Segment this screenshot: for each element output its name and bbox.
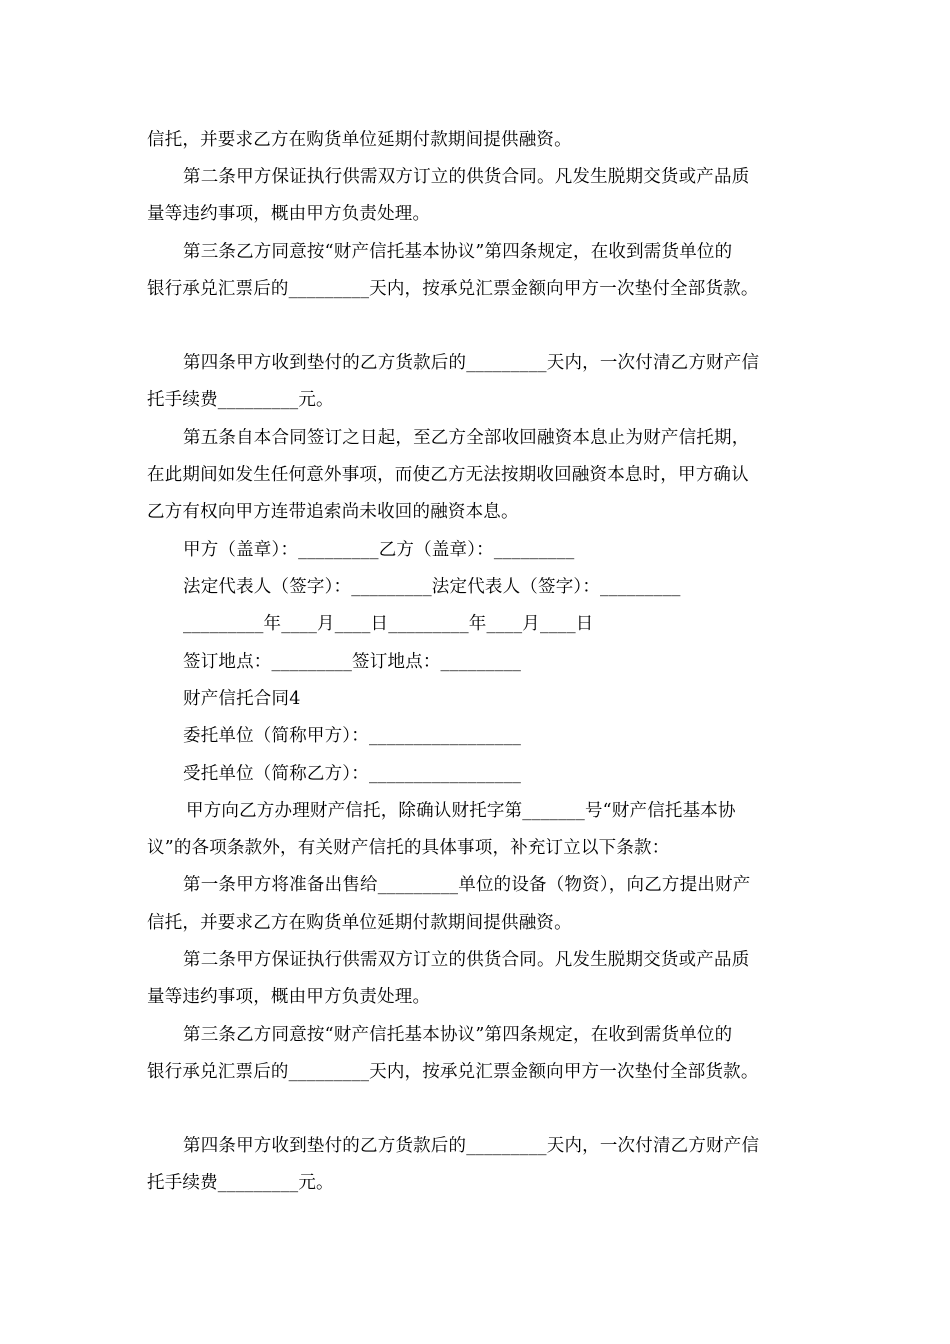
text-line: 第五条自本合同签订之日起，至乙方全部收回融资本息止为财产信托期，	[183, 428, 750, 448]
signature-place-line: 签订地点：_________签订地点：_________	[183, 652, 522, 672]
text-line: 议”的各项条款外，有关财产信托的具体事项，补充订立以下条款：	[147, 838, 670, 858]
text-line: 信托，并要求乙方在购货单位延期付款期间提供融资。	[147, 130, 572, 150]
signature-representative-line: 法定代表人（签字）：_________法定代表人（签字）：_________	[183, 577, 681, 597]
text-line: 托手续费_________元。	[147, 1173, 334, 1193]
text-line: 第四条甲方收到垫付的乙方货款后的_________天内，一次付清乙方财产信	[183, 1136, 760, 1156]
text-line: 第三条乙方同意按“财产信托基本协议”第四条规定，在收到需货单位的	[183, 242, 733, 262]
text-line: 银行承兑汇票后的_________天内，按承兑汇票金额向甲方一次垫付全部货款。	[147, 279, 759, 299]
text-line: 第二条甲方保证执行供需双方订立的供货合同。凡发生脱期交货或产品质	[183, 167, 750, 187]
section-title: 财产信托合同4	[183, 689, 301, 709]
text-line: 甲方向乙方办理财产信托，除确认财托字第_______号“财产信托基本协	[186, 801, 736, 821]
text-line: 第三条乙方同意按“财产信托基本协议”第四条规定，在收到需货单位的	[183, 1025, 733, 1045]
text-line: 托手续费_________元。	[147, 390, 334, 410]
party-b-line: 受托单位（简称乙方）：_________________	[183, 764, 522, 784]
text-line: 第一条甲方将准备出售给_________单位的设备（物资），向乙方提出财产	[183, 875, 751, 895]
text-line: 量等违约事项，概由甲方负责处理。	[147, 987, 431, 1007]
text-line: 第二条甲方保证执行供需双方订立的供货合同。凡发生脱期交货或产品质	[183, 950, 750, 970]
text-line: 第四条甲方收到垫付的乙方货款后的_________天内，一次付清乙方财产信	[183, 353, 760, 373]
text-line: 量等违约事项，概由甲方负责处理。	[147, 204, 431, 224]
text-line: 在此期间如发生任何意外事项，而使乙方无法按期收回融资本息时，甲方确认	[147, 465, 749, 485]
signature-date-line: _________年____月____日_________年____月____日	[183, 614, 594, 634]
text-line: 乙方有权向甲方连带追索尚未收回的融资本息。	[147, 502, 519, 522]
text-line: 银行承兑汇票后的_________天内，按承兑汇票金额向甲方一次垫付全部货款。	[147, 1062, 759, 1082]
party-a-line: 委托单位（简称甲方）：_________________	[183, 726, 522, 746]
signature-seal-line: 甲方（盖章）：_________乙方（盖章）：_________	[183, 540, 575, 560]
text-line: 信托，并要求乙方在购货单位延期付款期间提供融资。	[147, 913, 572, 933]
